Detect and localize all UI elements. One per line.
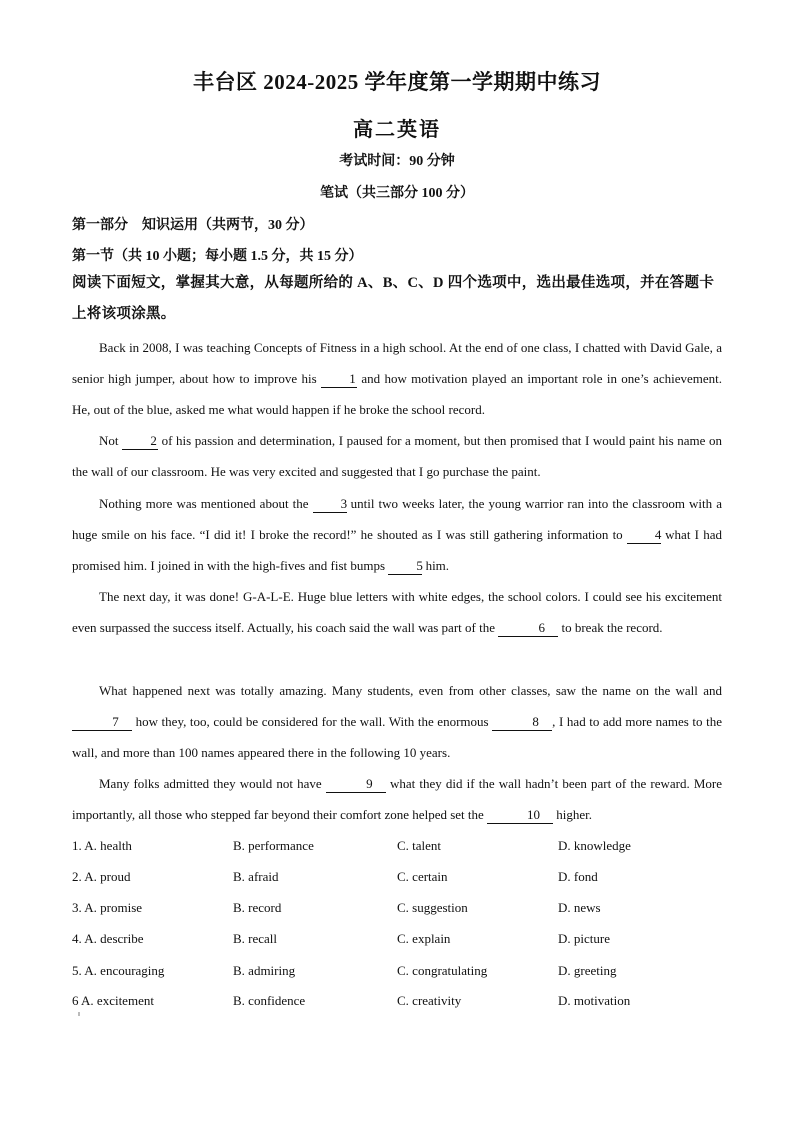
option-b: B. confidence bbox=[233, 993, 306, 1008]
option-a: 6 A. excitement bbox=[72, 993, 154, 1008]
exam-time: 考试时间：90 分钟 bbox=[339, 154, 455, 169]
blank-5: 5 bbox=[388, 558, 422, 575]
option-c: C. certain bbox=[397, 869, 448, 884]
option-a: 5. A. encouraging bbox=[72, 963, 165, 978]
passage-text: , I had to add more names to the wall, and more than 100 names appeared there in the following 10 years. bbox=[72, 714, 722, 760]
option-d: D. picture bbox=[558, 931, 610, 946]
option-a: 1. A. health bbox=[72, 838, 132, 853]
passage-text: Nothing more was mentioned about the bbox=[99, 496, 313, 511]
passage-text: what they did if the wall hadn’t been part of the reward. More importantly, all those who stepped far beyond their comfort zone helped set the bbox=[72, 776, 722, 822]
passage-paragraph-6 bbox=[72, 768, 722, 830]
options-row-3 bbox=[72, 900, 732, 920]
passage-paragraph-1 bbox=[72, 332, 722, 425]
options-row-4 bbox=[72, 931, 732, 951]
option-b: B. performance bbox=[233, 838, 314, 853]
passage-text: and how motivation played an important role in one’s achievement. He, out of the blue, asked me what would happen if he broke the school record. bbox=[72, 371, 723, 417]
option-d: D. motivation bbox=[558, 993, 631, 1008]
option-a: 3. A. promise bbox=[72, 900, 143, 915]
blank-4: 4 bbox=[627, 527, 661, 544]
passage-text: how they, too, could be considered for the wall. With the enormous bbox=[132, 714, 493, 729]
option-c: C. talent bbox=[397, 838, 442, 853]
option-c: C. suggestion bbox=[397, 900, 468, 915]
option-c: C. creativity bbox=[397, 993, 462, 1008]
passage-paragraph-3 bbox=[72, 488, 722, 581]
passage-text: what I had promised him. I joined in with the high-fives and fist bumps bbox=[72, 527, 722, 573]
passage-text: higher. bbox=[553, 807, 593, 822]
exam-title: 丰台区 2024-2025 学年度第一学期期中练习 bbox=[193, 70, 601, 94]
passage-text: of his passion and determination, I paused for a moment, but then promised that I would paint his name on the wall of our classroom. He was very excited and suggested that I go purchase the paint. bbox=[72, 433, 722, 479]
passage-text: Not bbox=[99, 433, 123, 448]
blank-2: 2 bbox=[122, 433, 158, 450]
passage-paragraph-2 bbox=[72, 425, 722, 487]
blank-7: 7 bbox=[72, 714, 132, 731]
page-mark bbox=[78, 1012, 80, 1016]
instructions: 阅读下面短文，掌握其大意，从每题所给的 A、B、C、D 四个选项中，选出最佳选项，并在答题卡上将该项涂黑。 bbox=[72, 275, 715, 322]
options-row-1 bbox=[72, 838, 732, 858]
option-d: D. news bbox=[558, 900, 601, 915]
option-c: C. congratulating bbox=[397, 963, 488, 978]
passage-text: Many folks admitted they would not have bbox=[99, 776, 326, 791]
passage-text: What happened next was totally amazing. Many students, even from other classes, saw the name on the wall and bbox=[99, 683, 722, 698]
blank-1: 1 bbox=[321, 371, 357, 388]
part-heading: 第一部分 知识运用（共两节，30 分） bbox=[72, 218, 314, 233]
blank-9: 9 bbox=[326, 776, 386, 793]
passage-text: Back in 2008, I was teaching Concepts of Fitness in a high school. At the end of one class, I chatted with David Gale, a senior high jumper, about how to improve his bbox=[72, 340, 722, 386]
blank-8: 8 bbox=[492, 714, 552, 731]
option-b: B. record bbox=[233, 900, 282, 915]
option-b: B. afraid bbox=[233, 869, 279, 884]
blank-6: 6 bbox=[498, 620, 558, 637]
option-d: D. knowledge bbox=[558, 838, 631, 853]
passage-text: him. bbox=[422, 558, 450, 573]
option-a: 4. A. describe bbox=[72, 931, 144, 946]
option-b: B. admiring bbox=[233, 963, 296, 978]
subsection-heading: 第一节（共 10 小题；每小题 1.5 分，共 15 分） bbox=[72, 249, 363, 264]
passage-text: until two weeks later, the young warrior ran into the classroom with a huge smile on his face. “I did it! I broke the record!” he shouted as I was still gathering information to bbox=[72, 496, 722, 542]
blank-3: 3 bbox=[313, 496, 347, 513]
options-row-2 bbox=[72, 869, 732, 889]
passage-text: to break the record. bbox=[558, 620, 663, 635]
option-d: D. greeting bbox=[558, 963, 617, 978]
passage-paragraph-5 bbox=[72, 675, 722, 768]
option-a: 2. A. proud bbox=[72, 869, 131, 884]
passage-text: The next day, it was done! G-A-L-E. Huge blue letters with white edges, the school colors. I could see his excitement even surpassed the success itself. Actually, his coach said the wall was part of the bbox=[72, 589, 722, 635]
option-c: C. explain bbox=[397, 931, 451, 946]
written-part-note: 笔试（共三部分 100 分） bbox=[320, 186, 474, 201]
blank-10: 10 bbox=[487, 807, 553, 824]
passage-paragraph-4 bbox=[72, 581, 722, 643]
option-b: B. recall bbox=[233, 931, 278, 946]
options-row-6 bbox=[72, 993, 732, 1013]
exam-subject: 高二英语 bbox=[353, 119, 441, 141]
option-d: D. fond bbox=[558, 869, 598, 884]
options-row-5 bbox=[72, 963, 732, 983]
